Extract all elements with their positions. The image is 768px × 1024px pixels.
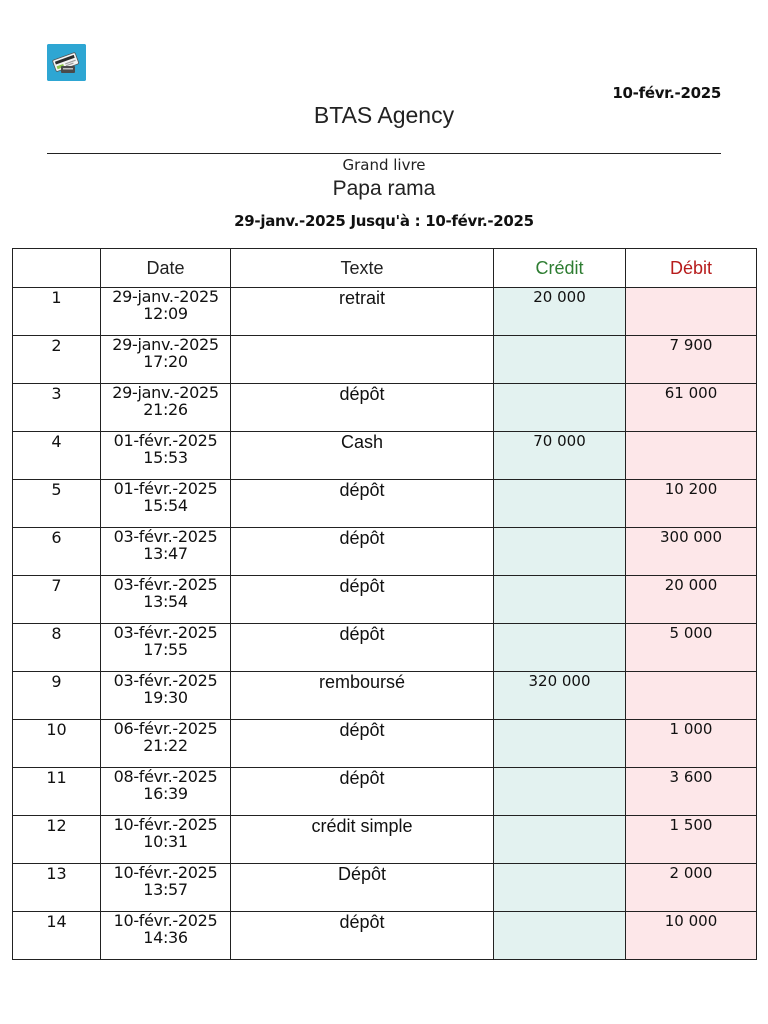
column-header-number <box>13 249 101 288</box>
row-credit <box>494 576 626 624</box>
row-number: 2 <box>13 336 101 384</box>
row-time: 14:36 <box>143 928 188 947</box>
ledger-table <box>12 248 757 960</box>
row-time: 16:39 <box>143 784 188 803</box>
row-datetime <box>101 480 231 528</box>
table-row <box>13 912 757 960</box>
row-number: 14 <box>13 912 101 960</box>
row-number: 1 <box>13 288 101 336</box>
row-datetime <box>101 864 231 912</box>
row-credit <box>494 528 626 576</box>
row-text: remboursé <box>231 672 494 720</box>
row-time: 13:47 <box>143 544 188 563</box>
table-row <box>13 528 757 576</box>
row-number: 12 <box>13 816 101 864</box>
row-datetime <box>101 528 231 576</box>
column-header-debit: Débit <box>626 249 757 288</box>
row-time: 12:09 <box>143 304 188 323</box>
row-debit: 20 000 <box>626 576 757 624</box>
row-date: 03-févr.-2025 <box>113 575 218 594</box>
row-text: dépôt <box>231 720 494 768</box>
row-debit: 61 000 <box>626 384 757 432</box>
column-header-date: Date <box>101 249 231 288</box>
row-credit <box>494 864 626 912</box>
row-date: 03-févr.-2025 <box>113 623 218 642</box>
row-text: dépôt <box>231 384 494 432</box>
row-date: 06-févr.-2025 <box>113 719 218 738</box>
document-title: Grand livre <box>342 156 426 174</box>
table-row <box>13 768 757 816</box>
row-credit: 70 000 <box>494 432 626 480</box>
period-range: 29-janv.-2025 Jusqu'à : 10-févr.-2025 <box>234 212 534 230</box>
row-text: dépôt <box>231 480 494 528</box>
row-datetime <box>101 912 231 960</box>
row-number: 9 <box>13 672 101 720</box>
row-text: crédit simple <box>231 816 494 864</box>
row-number: 5 <box>13 480 101 528</box>
row-debit: 1 000 <box>626 720 757 768</box>
row-date: 10-févr.-2025 <box>113 815 218 834</box>
row-debit: 2 000 <box>626 864 757 912</box>
row-number: 10 <box>13 720 101 768</box>
row-datetime <box>101 336 231 384</box>
row-datetime <box>101 288 231 336</box>
row-time: 21:22 <box>143 736 188 755</box>
row-text: dépôt <box>231 576 494 624</box>
row-credit <box>494 816 626 864</box>
row-debit: 1 500 <box>626 816 757 864</box>
row-time: 15:54 <box>143 496 188 515</box>
row-text: Dépôt <box>231 864 494 912</box>
agency-name: BTAS Agency <box>313 102 455 128</box>
row-credit <box>494 384 626 432</box>
row-credit <box>494 912 626 960</box>
row-time: 13:54 <box>143 592 188 611</box>
row-number: 7 <box>13 576 101 624</box>
row-text: retrait <box>231 288 494 336</box>
row-time: 15:53 <box>143 448 188 467</box>
table-row <box>13 672 757 720</box>
row-date: 29-janv.-2025 <box>112 335 219 354</box>
row-datetime <box>101 672 231 720</box>
row-debit: 3 600 <box>626 768 757 816</box>
row-date: 03-févr.-2025 <box>113 671 218 690</box>
row-text: Cash <box>231 432 494 480</box>
row-datetime <box>101 576 231 624</box>
payment-terminal-icon <box>47 44 86 81</box>
row-datetime <box>101 432 231 480</box>
row-date: 10-févr.-2025 <box>113 863 218 882</box>
row-credit <box>494 624 626 672</box>
table-header-row <box>13 249 757 288</box>
row-debit <box>626 672 757 720</box>
row-credit: 20 000 <box>494 288 626 336</box>
row-debit: 5 000 <box>626 624 757 672</box>
row-time: 13:57 <box>143 880 188 899</box>
row-time: 19:30 <box>143 688 188 707</box>
table-row <box>13 288 757 336</box>
row-credit <box>494 720 626 768</box>
table-row <box>13 816 757 864</box>
row-time: 21:26 <box>143 400 188 419</box>
column-header-text: Texte <box>231 249 494 288</box>
row-date: 29-janv.-2025 <box>112 383 219 402</box>
row-date: 01-févr.-2025 <box>113 431 218 450</box>
row-datetime <box>101 720 231 768</box>
row-date: 10-févr.-2025 <box>113 911 218 930</box>
row-credit <box>494 480 626 528</box>
row-number: 3 <box>13 384 101 432</box>
row-number: 13 <box>13 864 101 912</box>
row-debit: 300 000 <box>626 528 757 576</box>
table-row <box>13 864 757 912</box>
row-text: dépôt <box>231 528 494 576</box>
row-number: 6 <box>13 528 101 576</box>
table-row <box>13 384 757 432</box>
row-datetime <box>101 384 231 432</box>
row-time: 17:55 <box>143 640 188 659</box>
row-date: 29-janv.-2025 <box>112 287 219 306</box>
column-header-credit: Crédit <box>494 249 626 288</box>
row-credit <box>494 336 626 384</box>
row-debit: 10 200 <box>626 480 757 528</box>
row-debit: 7 900 <box>626 336 757 384</box>
header-divider <box>47 153 721 154</box>
table-row <box>13 432 757 480</box>
row-time: 17:20 <box>143 352 188 371</box>
row-text: dépôt <box>231 768 494 816</box>
row-debit <box>626 432 757 480</box>
row-debit: 10 000 <box>626 912 757 960</box>
table-row <box>13 336 757 384</box>
row-number: 11 <box>13 768 101 816</box>
row-text: dépôt <box>231 624 494 672</box>
table-row <box>13 480 757 528</box>
row-number: 8 <box>13 624 101 672</box>
row-credit <box>494 768 626 816</box>
row-date: 03-févr.-2025 <box>113 527 218 546</box>
ledger-body <box>13 288 757 960</box>
table-row <box>13 720 757 768</box>
row-date: 08-févr.-2025 <box>113 767 218 786</box>
row-credit: 320 000 <box>494 672 626 720</box>
row-text: dépôt <box>231 912 494 960</box>
row-time: 10:31 <box>143 832 188 851</box>
row-date: 01-févr.-2025 <box>113 479 218 498</box>
row-datetime <box>101 624 231 672</box>
print-date: 10-févr.-2025 <box>612 84 721 102</box>
row-datetime <box>101 768 231 816</box>
row-debit <box>626 288 757 336</box>
client-name: Papa rama <box>332 177 436 200</box>
row-datetime <box>101 816 231 864</box>
row-number: 4 <box>13 432 101 480</box>
table-row <box>13 576 757 624</box>
table-row <box>13 624 757 672</box>
row-text <box>231 336 494 384</box>
